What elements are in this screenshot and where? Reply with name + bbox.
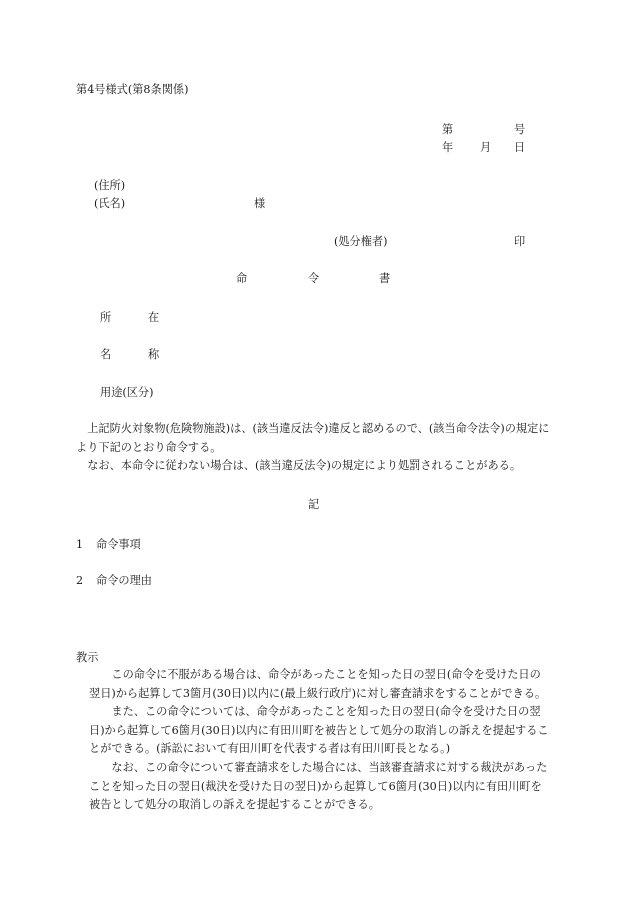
body-text — [76, 420, 554, 476]
field-location-a: 所 — [100, 311, 112, 324]
instruction-paragraph-1: この命令に不服がある場合は、命令があったことを知った日の翌日(命令を受けた日の翌日)から起算して3箇月(30日)以内に(最上級行政庁)に対し審査請求をすることができる。 — [89, 668, 547, 700]
number-prefix: 第 — [442, 123, 454, 136]
field-name-a: 名 — [100, 348, 112, 361]
authority-seal: 印 — [514, 235, 526, 248]
instruction-paragraph-2: また、この命令については、命令があったことを知った日の翌日(命令を受けた日の翌日)から起算して6箇月(30日)以内に有田川町を被告として処分の取消しの訴えを提起することができる。(訴訟において有田川町を代表する者は有田川町長となる。) — [89, 705, 549, 756]
body-paragraph-1: 上記防火対象物(危険物施設)は、(該当違反法令)違反と認めるので、(該当命令法令)の規定により下記のとおり命令する。 — [76, 422, 550, 454]
instruction-paragraph-3: なお、この命令について審査請求をした場合には、当該審査請求に対する裁決があったことを知った日の翌日(裁決を受けた日の翌日)から起算して6箇月(30日)以内に有田川町を被告として処分の取消しの訴えを提起することができる。 — [89, 760, 548, 812]
number-suffix: 号 — [514, 123, 526, 136]
form-number: 第4号様式(第8条関係) — [76, 83, 189, 96]
item-2-number: 2 — [76, 574, 84, 587]
recipient-name-label: (氏名) — [94, 197, 126, 210]
recipient-honorific: 様 — [254, 197, 266, 210]
field-usage: 用途(区分) — [100, 386, 154, 399]
item-2-label: 命令の理由 — [96, 574, 152, 587]
item-1-number: 1 — [76, 538, 84, 551]
instruction-heading: 教示 — [76, 651, 99, 664]
field-name-b: 称 — [148, 348, 160, 361]
recipient-address-label: (住所) — [94, 179, 126, 192]
ki-heading: 記 — [308, 498, 320, 511]
title-char-3: 書 — [379, 272, 391, 285]
date-month: 月 — [480, 141, 492, 154]
field-location-b: 在 — [148, 311, 160, 324]
authority-label: (処分権者) — [334, 235, 388, 248]
body-paragraph-2: なお、本命令に従わない場合は、(該当違反法令)の規定により処罰されることがある。 — [87, 459, 522, 473]
date-day: 日 — [514, 141, 526, 154]
title-char-2: 令 — [308, 272, 320, 285]
item-1-label: 命令事項 — [96, 538, 141, 551]
title-char-1: 命 — [236, 272, 248, 285]
instruction-text — [89, 666, 551, 815]
date-year: 年 — [442, 141, 454, 154]
